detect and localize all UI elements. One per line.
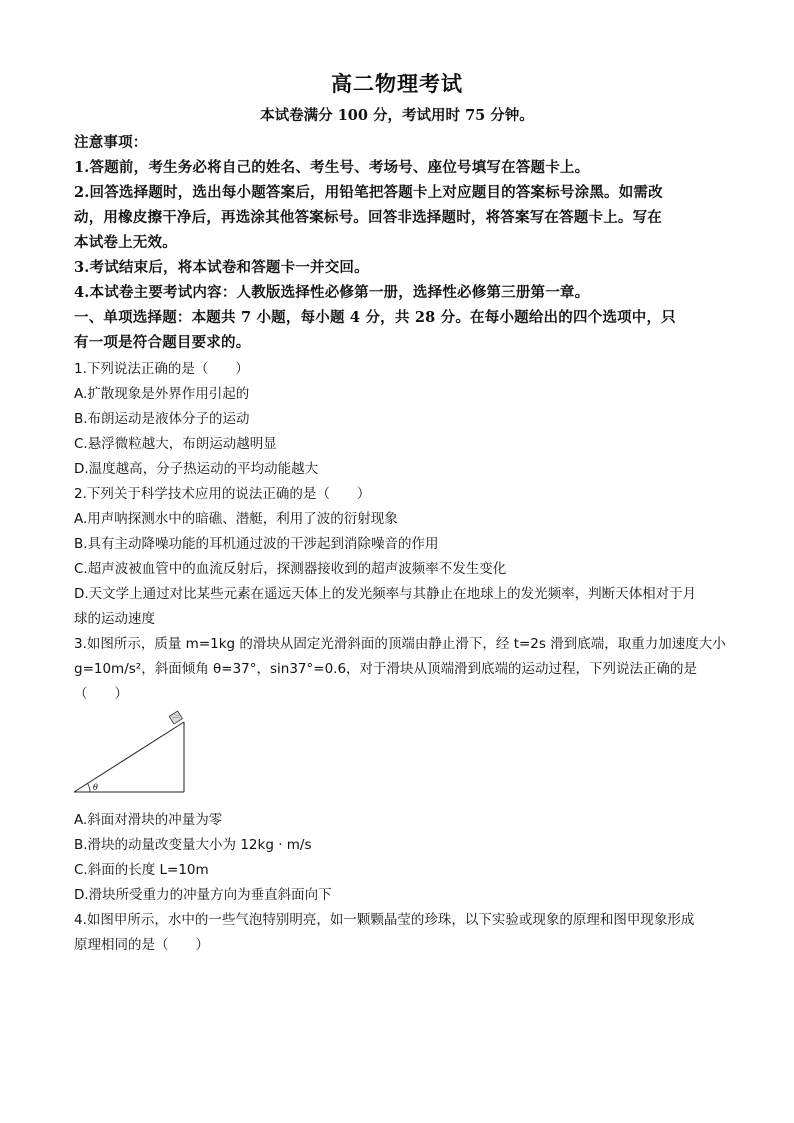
notes-heading: 注意事项： bbox=[74, 134, 148, 151]
note-item: 4.本试卷主要考试内容：人教版选择性必修第一册，选择性必修第三册第一章。 bbox=[74, 284, 590, 301]
theta-label: θ bbox=[93, 783, 98, 792]
question-4-stem-cont: 原理相同的是（ ） bbox=[74, 937, 209, 953]
question-3-stem: 3.如图所示，质量 m=1kg 的滑块从固定光滑斜面的顶端由静止滑下，经 t=2s 滑到底端，取重力加速度大小 bbox=[74, 636, 726, 652]
question-2-option-a: A.用声呐探测水中的暗礁、潜艇，利用了波的衍射现象 bbox=[74, 511, 398, 527]
incline-slope bbox=[74, 722, 184, 792]
question-3-option-b: B.滑块的动量改变量大小为 12kg · m/s bbox=[74, 837, 312, 853]
question-1-stem: 1.下列说法正确的是（ ） bbox=[74, 361, 249, 377]
question-3-option-a: A.斜面对滑块的冲量为零 bbox=[74, 812, 223, 828]
question-4-stem: 4.如图甲所示，水中的一些气泡特别明亮，如一颗颗晶莹的珍珠，以下实验或现象的原理和图甲现象形成 bbox=[74, 912, 695, 928]
note-item: 动，用橡皮擦干净后，再选涂其他答案标号。回答非选择题时，将答案写在答题卡上。写在 bbox=[74, 209, 662, 226]
question-1-option-a: A.扩散现象是外界作用引起的 bbox=[74, 386, 250, 402]
question-3-stem-cont: g=10m/s²，斜面倾角 θ=37°，sin37°=0.6，对于滑块从顶端滑到底端的运动过程，下列说法正确的是 bbox=[74, 661, 698, 677]
section-heading: 一、单项选择题：本题共 7 小题，每小题 4 分，共 28 分。在每小题给出的四个选项中，只 bbox=[74, 309, 676, 326]
question-2-option-b: B.具有主动降噪功能的耳机通过波的干涉起到消除噪音的作用 bbox=[74, 536, 439, 552]
incline-diagram bbox=[70, 708, 190, 796]
question-1-option-b: B.布朗运动是液体分子的运动 bbox=[74, 411, 250, 427]
question-2-option-c: C.超声波被血管中的血流反射后，探测器接收到的超声波频率不发生变化 bbox=[74, 561, 507, 577]
note-item: 1.答题前，考生务必将自己的姓名、考生号、考场号、座位号填写在答题卡上。 bbox=[74, 159, 590, 176]
question-2-option-d: D.天文学上通过对比某些元素在遥远天体上的发光频率与其静止在地球上的发光频率，判断天体相对于月 bbox=[74, 586, 697, 602]
question-3-answer-bracket: （ ） bbox=[74, 686, 128, 702]
slider-block bbox=[169, 711, 182, 724]
question-1-option-d: D.温度越高，分子热运动的平均动能越大 bbox=[74, 461, 319, 477]
section-heading-cont: 有一项是符合题目要求的。 bbox=[74, 334, 251, 351]
question-1-option-c: C.悬浮微粒越大，布朗运动越明显 bbox=[74, 436, 277, 452]
question-3-option-c: C.斜面的长度 L=10m bbox=[74, 862, 209, 878]
question-3-option-d: D.滑块所受重力的冲量方向为垂直斜面向下 bbox=[74, 887, 332, 903]
question-2-option-d-cont: 球的运动速度 bbox=[74, 611, 155, 627]
note-item: 本试卷上无效。 bbox=[74, 234, 177, 251]
note-item: 2.回答选择题时，选出每小题答案后，用铅笔把答题卡上对应题目的答案标号涂黑。如需改 bbox=[74, 184, 663, 201]
question-2-stem: 2.下列关于科学技术应用的说法正确的是（ ） bbox=[74, 486, 371, 502]
angle-arc bbox=[88, 783, 91, 792]
page-subtitle: 本试卷满分 100 分，考试用时 75 分钟。 bbox=[260, 107, 534, 124]
page-title: 高二物理考试 bbox=[331, 71, 463, 96]
note-item: 3.考试结束后，将本试卷和答题卡一并交回。 bbox=[74, 259, 369, 276]
